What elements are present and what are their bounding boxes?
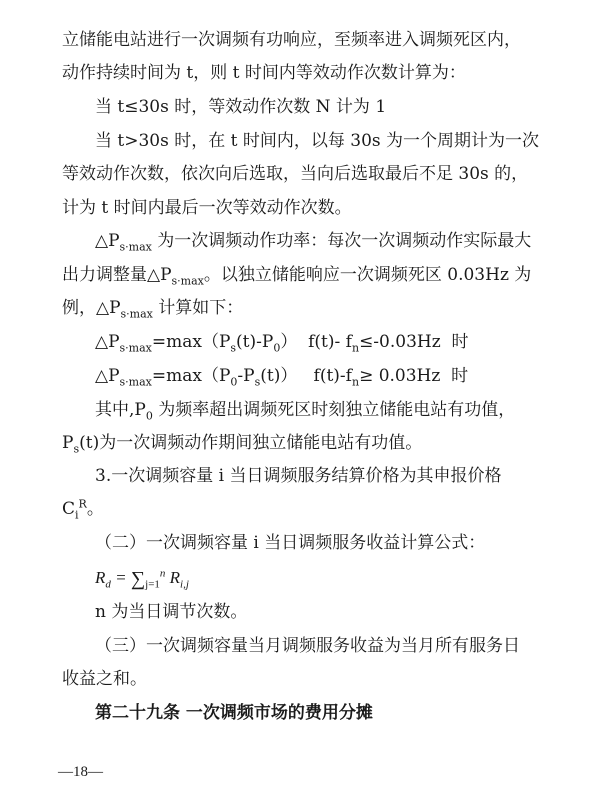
body-line: 动作持续时间为 t，则 t 时间内等效动作次数计算为： <box>62 63 466 83</box>
body-line: $P_s(t)$为一次调频动作期间独立储能电站有功值。 <box>62 433 423 456</box>
formula-line: $\triangle P_{s\cdot max}=\max(P_s(t)-P_0)$ f(t)- $f_n\le-0.03Hz$ 时 <box>95 332 469 355</box>
formula-line: $\triangle P_{s\cdot max}=\max(P_0-P_s(t))$ $f(t)-f_n\ge 0.03Hz$ 时 <box>95 366 469 389</box>
body-line: $C_i^R$。 <box>62 497 104 522</box>
sum-formula: $R_d = \sum_{j=1}^n$ $R_{i,j}$ <box>95 567 189 591</box>
body-line: 收益之和。 <box>62 669 147 689</box>
body-line: 当 t≤30s 时，等效动作次数 N 计为 1 <box>95 97 387 117</box>
body-line: 出力调整量$\triangle P_{s\cdot max}$。以独立储能响应一次调频死区 0.03Hz 为 <box>62 265 532 288</box>
body-line: 立储能电站进行一次调频有功响应，至频率进入调频死区内， <box>62 30 521 50</box>
section-line: （二）一次调频容量 i 当日调频服务收益计算公式： <box>95 533 486 553</box>
section-line: （三）一次调频容量当月调频服务收益为当月所有服务日 <box>95 636 520 656</box>
body-line: 等效动作次数，依次向后选取，当向后选取最后不足 30s 的， <box>62 164 529 184</box>
body-line: $\triangle P_{s\cdot max}$ 为一次调频动作功率：每次一次调频动作实际最大 <box>95 231 532 254</box>
body-line: 其中$,P_0$ 为频率超出调频死区时刻独立储能电站有功值， <box>95 400 516 423</box>
body-line: n 为当日调节次数。 <box>95 602 248 622</box>
page-number: —18— <box>58 764 103 780</box>
article-heading: 第二十九条 一次调频市场的费用分摊 <box>95 703 373 723</box>
body-line: 当 t>30s 时，在 t 时间内，以每 30s 为一个周期计为一次 <box>95 131 540 151</box>
body-line: 计为 t 时间内最后一次等效动作次数。 <box>62 198 352 218</box>
body-line: 3.一次调频容量 i 当日调频服务结算价格为其申报价格 <box>95 466 502 486</box>
body-line: 例，$\triangle P_{s\cdot max}$ 计算如下： <box>62 298 244 321</box>
